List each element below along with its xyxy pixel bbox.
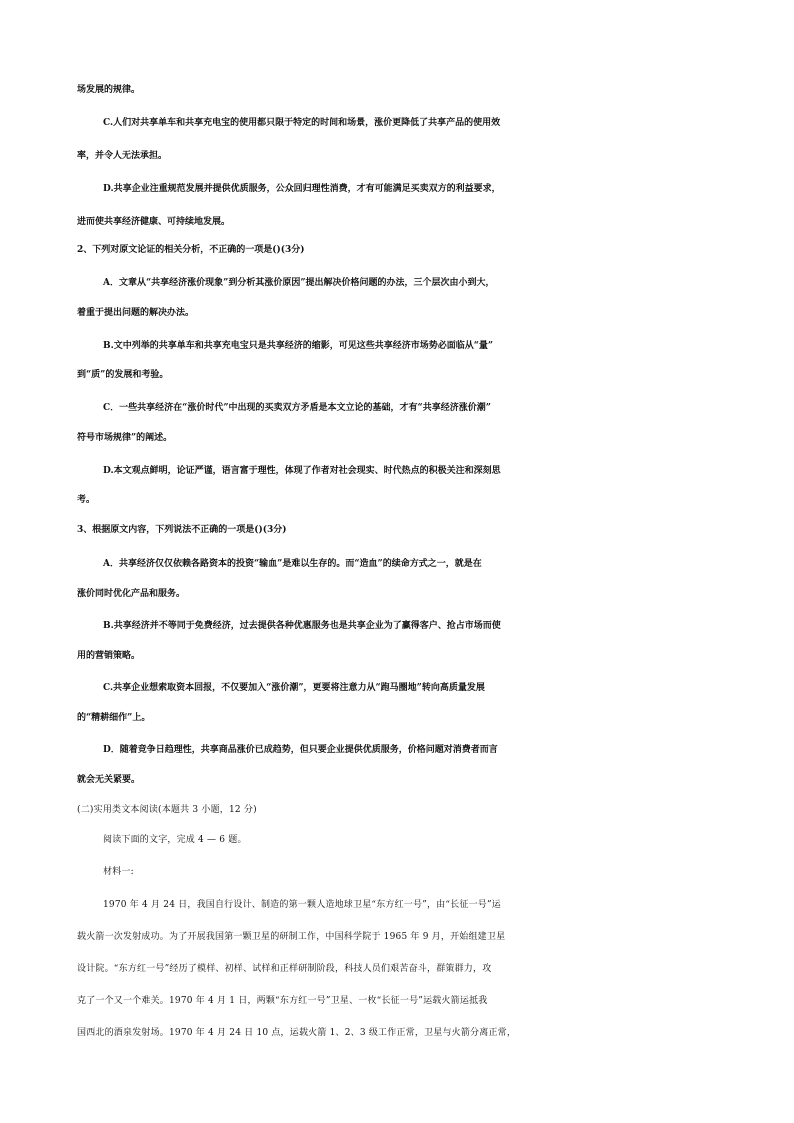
text-line: 用的营销策略。: [77, 651, 141, 661]
passage-line: 1970 年 4 月 24 日，我国自行设计、制造的第一颗人造地球卫星“东方红一号”，由“长征一号”运: [103, 900, 501, 910]
text-line: 涨价同时优化产品和服务。: [77, 589, 186, 599]
text-line: 场发展的规律。: [77, 85, 141, 95]
text-line: 符号市场规律”的阐述。: [77, 433, 173, 443]
text-line: 考。: [77, 495, 96, 505]
instruction-line: 阅读下面的文字，完成 4 — 6 题。: [103, 835, 247, 845]
option-d-line: D.共享企业注重规范发展并提供优质服务，公众回归理性消费，才有可能满足买卖双方的利益要求，: [103, 184, 501, 194]
question-3-heading: 3、根据原文内容，下列说法不正确的一项是()(3分): [77, 525, 287, 535]
option-b-line: B.共享经济并不等同于免费经济，过去提供各种优惠服务也是共享企业为了赢得客户、抢占市场而使: [103, 621, 501, 631]
text-line: 进而使共享经济健康、可持续地发展。: [77, 217, 231, 227]
option-c-line: C．一些共享经济在“涨价时代”中出现的买卖双方矛盾是本文立论的基础，才有“共享经济涨价潮”: [103, 403, 491, 413]
option-d-line: D．随着竞争日趋理性，共享商品涨价已成趋势，但只要企业提供优质服务，价格问题对消费者而言: [103, 745, 498, 755]
passage-line: 载火箭一次发射成功。为了开展我国第一颗卫星的研制工作，中国科学院于 1965 年 9 月，开始组建卫星: [77, 932, 506, 942]
passage-line: 设计院。“东方红一号”经历了模样、初样、试样和正样研制阶段，科技人员们艰苦奋斗，群策群力，攻: [77, 964, 492, 974]
text-line: 到“质”的发展和考验。: [77, 370, 169, 380]
text-line: 率，并令人无法承担。: [77, 151, 168, 161]
material-label: 材料一:: [103, 867, 134, 877]
option-a-line: A．共享经济仅仅依赖各路资本的投资“输血”是难以生存的。而“造血”的续命方式之一，就是在: [103, 559, 482, 569]
text-line: 的“精耕细作”上。: [77, 713, 151, 723]
option-c-line: C.共享企业想索取资本回报，不仅要加入“涨价潮”，更要将注意力从“跑马圈地”转向高质量发展: [103, 683, 485, 693]
question-2-heading: 2、下列对原文论证的相关分析，不正确的一项是()(3分): [77, 245, 305, 255]
option-b-line: B.文中列举的共享单车和共享充电宝只是共享经济的缩影，可见这些共享经济市场势必面临从“量”: [103, 341, 494, 351]
option-d-line: D.本文观点鲜明，论证严谨，语言富于理性，体现了作者对社会现实、时代热点的积极关注和深刻思: [103, 466, 501, 476]
text-line: 着重于提出问题的解决办法。: [77, 308, 195, 318]
option-c-line: C.人们对共享单车和共享充电宝的使用都只限于特定的时间和场景，涨价更降低了共享产品的使用效: [103, 118, 501, 128]
passage-line: 国西北的酒泉发射场。1970 年 4 月 24 日 10 点，运载火箭 1、2、3 级工作正常，卫星与火箭分离正常，: [77, 1028, 517, 1038]
text-line: 就会无关紧要。: [77, 775, 141, 785]
option-a-line: A．文章从“共享经济涨价现象”到分析其涨价原因”提出解决价格问题的办法，三个层次由小到大，: [103, 278, 495, 288]
passage-line: 克了一个又一个难关。1970 年 4 月 1 日，两颗“东方红一号”卫星、一枚“长征一号”运载火箭运抵我: [77, 996, 488, 1006]
section-heading: (二)实用类文本阅读(本题共 3 小题，12 分): [77, 805, 257, 815]
